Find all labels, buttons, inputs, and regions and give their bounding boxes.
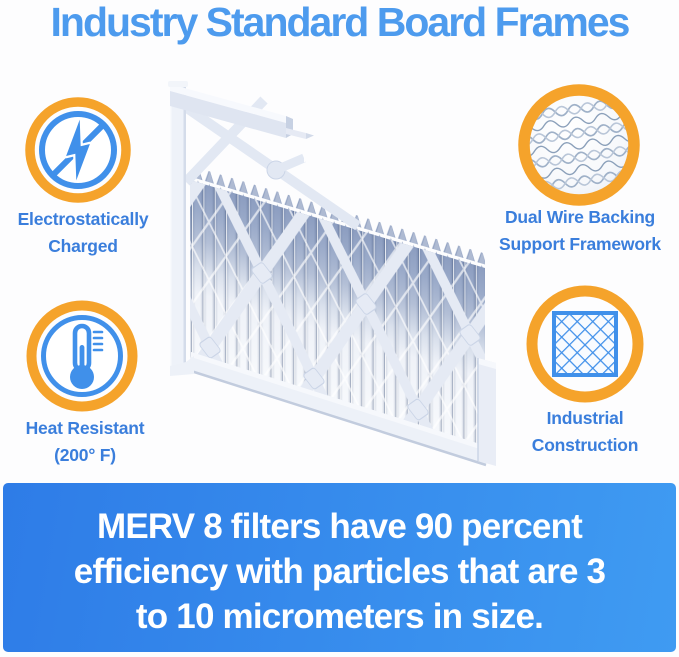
feature-label-dual-wire-backing xyxy=(492,204,668,258)
feature-label-heat-resistant xyxy=(0,415,173,469)
feature-label-line: Electrostatically xyxy=(17,209,149,229)
feature-label-electrostatically-charged xyxy=(0,206,171,260)
lightning-bolt-icon xyxy=(24,96,132,204)
air-filter-illustration xyxy=(158,62,510,474)
feature-label-line: (200° F) xyxy=(54,445,116,465)
page-title: Industry Standard Board Frames xyxy=(50,0,629,45)
feature-label-line: Heat Resistant xyxy=(25,418,145,438)
feature-label-line: Dual Wire Backing xyxy=(504,207,656,227)
banner-text-line: MERV 8 filters have 90 percent xyxy=(96,507,583,546)
feature-label-line: Support Framework xyxy=(499,234,661,254)
feature-label-line: Charged xyxy=(48,236,118,256)
bottom-banner xyxy=(3,483,676,652)
diamond-lattice-icon xyxy=(525,284,645,404)
feature-label-industrial-construction xyxy=(497,405,673,459)
feature-label-line: Industrial xyxy=(546,408,624,428)
banner-text-line: to 10 micrometers in size. xyxy=(135,597,544,636)
wire-mesh-icon xyxy=(517,83,641,207)
air-filter-drawing xyxy=(158,62,510,474)
thermometer-icon xyxy=(25,299,139,413)
feature-label-line: Construction xyxy=(531,435,639,455)
banner-text-line: efficiency with particles that are 3 xyxy=(73,552,606,591)
